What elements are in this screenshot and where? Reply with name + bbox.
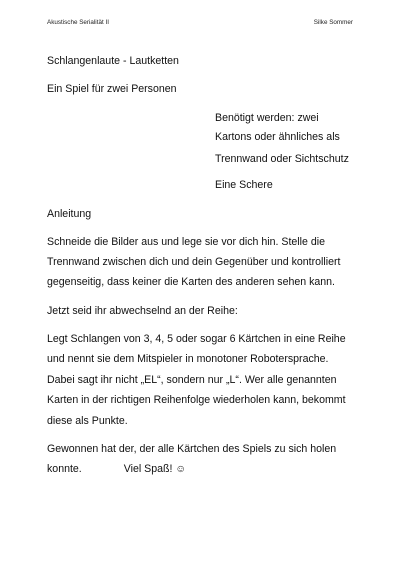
- paragraph-winner-line-2: [47, 463, 186, 476]
- paragraph-winner-line-1: Gewonnen hat der, der alle Kärtchen des Spiels zu sich holen: [47, 443, 337, 455]
- paragraph-setup-line-3: gegenseitig, dass keiner die Karten des anderen sehen kann.: [47, 276, 335, 288]
- paragraph-setup-line-1: Schneide die Bilder aus und lege sie vor dich hin. Stelle die: [47, 236, 325, 248]
- requirements-line-2: Kartons oder ähnliches als: [215, 131, 340, 143]
- requirements-line-1: Benötigt werden: zwei: [215, 112, 319, 124]
- paragraph-rules-line-5: diese als Punkte.: [47, 415, 128, 427]
- paragraph-setup-line-2: Trennwand zwischen dich und dein Gegenüber und kontrolliert: [47, 256, 341, 268]
- paragraph-rules-line-1: Legt Schlangen von 3, 4, 5 oder sogar 6 Kärtchen in eine Reihe: [47, 333, 346, 345]
- paragraph-rules-line-2: und nennt sie dem Mitspieler in monotoner Robotersprache.: [47, 353, 329, 365]
- closing-greeting: Viel Spaß! ☺: [123, 463, 187, 475]
- paragraph-turns: Jetzt seid ihr abwechselnd an der Reihe:: [47, 305, 238, 317]
- instructions-heading: Anleitung: [47, 208, 92, 220]
- paragraph-rules-line-3: Dabei sagt ihr nicht „EL“, sondern nur „L“. Wer alle genannten: [47, 374, 337, 386]
- page-header: [47, 19, 353, 29]
- paragraph-winner-line-2-start: konnte.: [47, 463, 82, 475]
- requirements-line-3: Trennwand oder Sichtschutz: [215, 153, 349, 165]
- paragraph-rules-line-4: Karten in der richtigen Reihenfolge wiederholen kann, bekommt: [47, 394, 346, 406]
- document-title: Schlangenlaute - Lautketten: [47, 55, 179, 67]
- header-author: Silke Sommer: [313, 19, 353, 26]
- header-course-title: Akustische Serialität II: [47, 19, 109, 26]
- document-subtitle: Ein Spiel für zwei Personen: [47, 83, 177, 95]
- requirements-scissors: Eine Schere: [215, 179, 273, 191]
